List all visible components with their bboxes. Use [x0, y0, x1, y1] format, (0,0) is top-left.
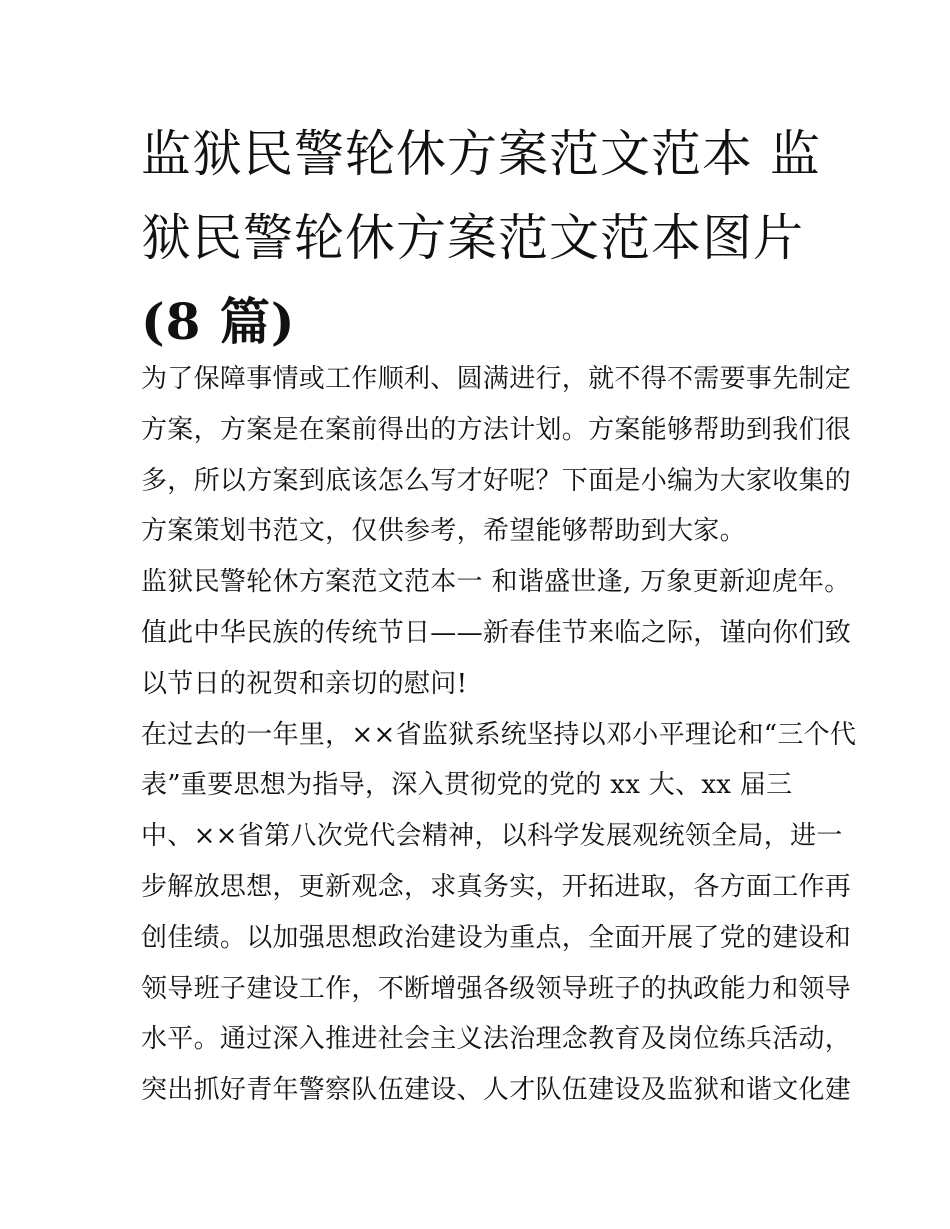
body-line: 为了保障事情或工作顺利、圆满进行，就不得不需要事先制定 — [141, 364, 852, 394]
body-line: 监狱民警轮休方案范文范本一 和谐盛世逢, 万象更新迎虎年。 — [141, 567, 851, 598]
document-body — [141, 354, 857, 1116]
body-line: 中、××省第八次党代会精神，以科学发展观统领全局，进一 — [141, 821, 843, 852]
body-line: 多，所以方案到底该怎么写才好呢？下面是小编为大家收集的 — [141, 465, 852, 496]
title-line: (8 篇) — [141, 292, 296, 351]
body-line: 表”重要思想为指导，深入贯彻党的党的 xx 大、xx 届三 — [141, 770, 793, 801]
body-line: 创佳绩。以加强思想政治建设为重点，全面开展了党的建设和 — [141, 922, 852, 953]
body-line: 方案策划书范文，仅供参考，希望能够帮助到大家。 — [141, 516, 746, 547]
body-line: 步解放思想，更新观念，求真务实，开拓进取，各方面工作再 — [141, 871, 852, 902]
title-line: 监狱民警轮休方案范文范本 监 — [141, 125, 821, 183]
body-line: 突出抓好青年警察队伍建设、人才队伍建设及监狱和谐文化建 — [141, 1075, 852, 1106]
body-line: 领导班子建设工作，不断增强各级领导班子的执政能力和领导 — [141, 973, 852, 1004]
body-line: 以节日的祝贺和亲切的慰问! — [141, 668, 468, 699]
body-line: 值此中华民族的传统节日——新春佳节来临之际，谨向你们致 — [141, 617, 852, 648]
title-line: 狱民警轮休方案范文范本图片 — [141, 209, 804, 267]
body-line: 在过去的一年里，××省监狱系统坚持以邓小平理论和“三个代 — [141, 719, 857, 750]
body-line: 方案，方案是在案前得出的方法计划。方案能够帮助到我们很 — [141, 414, 852, 445]
document-title — [141, 112, 821, 364]
body-line: 水平。通过深入推进社会主义法治理念教育及岗位练兵活动， — [141, 1024, 852, 1055]
